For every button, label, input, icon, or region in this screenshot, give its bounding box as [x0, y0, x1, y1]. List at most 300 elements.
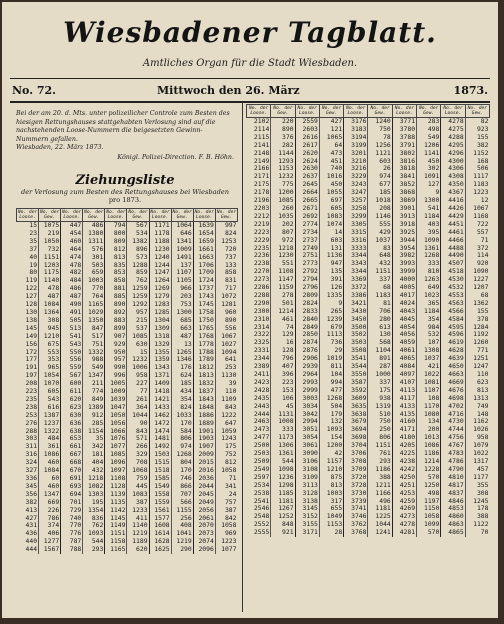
loose-number: 2141 — [253, 141, 270, 149]
prize-number: 391 — [319, 276, 343, 284]
header-loose — [441, 105, 465, 118]
loose-number: 80 — [29, 269, 38, 277]
loose-number: 1264 — [149, 277, 171, 285]
loose-number: 2630 — [295, 165, 319, 173]
prize-number: 624 — [171, 372, 193, 380]
prize-number: 1131 — [271, 411, 295, 419]
prize-number: 203 — [171, 293, 193, 301]
prize-number: 1141 — [417, 150, 441, 158]
prize-number: 382 — [465, 142, 489, 150]
prize-number: 556 — [215, 325, 237, 333]
loose-number: 4619 — [441, 339, 465, 347]
prize-number: 920 — [465, 260, 489, 268]
header-loose-label: Loose. — [298, 111, 316, 116]
loose-number: 4273 — [392, 513, 416, 521]
loose-number: 4563 — [441, 300, 465, 308]
prize-number: 806 — [368, 434, 392, 442]
prize-number: 290 — [171, 546, 193, 554]
loose-number: 1608 — [149, 522, 171, 530]
loose-number: 2310 — [253, 315, 270, 323]
loose-number: 464 — [61, 246, 83, 254]
prize-number: 202 — [271, 221, 295, 229]
prize-number: 1207 — [465, 284, 489, 292]
table-row — [17, 420, 238, 428]
prize-number: 83 — [368, 245, 392, 253]
loose-number: 3999 — [392, 268, 416, 276]
header-gew-label: Gew. — [132, 215, 144, 220]
prize-number: 1091 — [417, 173, 441, 181]
loose-number: 436 — [25, 530, 38, 538]
loose-number: 1409 — [149, 380, 171, 388]
prize-number: 1098 — [271, 466, 295, 474]
table-row — [17, 222, 238, 230]
table-row — [247, 331, 490, 339]
loose-number: 484 — [61, 277, 83, 285]
loose-number: 729 — [61, 507, 83, 515]
loose-number: 3247 — [344, 189, 368, 197]
prize-number: 997 — [215, 222, 237, 230]
loose-number: 3051 — [295, 426, 319, 434]
prize-number: 387 — [215, 507, 237, 515]
header-gew — [465, 105, 489, 118]
loose-number: 1047 — [105, 404, 127, 412]
table-row — [17, 515, 238, 523]
loose-number: 3372 — [344, 284, 368, 292]
prize-number: 387 — [127, 499, 149, 507]
prize-number: 1183 — [368, 292, 392, 300]
prize-number: 461 — [271, 316, 295, 324]
table-row — [17, 341, 238, 349]
prize-number: 847 — [83, 325, 105, 333]
loose-number: 3780 — [392, 126, 416, 134]
loose-number: 3216 — [344, 165, 368, 173]
loose-number: 809 — [105, 238, 127, 246]
loose-number: 1901 — [193, 428, 215, 436]
prize-number: 170 — [171, 467, 193, 475]
loose-number: 1050 — [105, 412, 127, 420]
prize-number: 337 — [368, 379, 392, 387]
loose-number: 3502 — [344, 331, 368, 339]
loose-number: 1135 — [105, 499, 127, 507]
loose-number: 1492 — [149, 443, 171, 451]
table-row — [17, 230, 238, 238]
loose-number: 2389 — [253, 363, 270, 371]
loose-number: 37 — [29, 245, 38, 253]
loose-number: 899 — [105, 325, 127, 333]
prize-number: 35 — [83, 435, 105, 443]
loose-number: 1812 — [193, 364, 215, 372]
loose-number: 4097 — [392, 371, 416, 379]
prize-number: 506 — [465, 165, 489, 173]
table-row — [247, 205, 490, 213]
loose-number: 4107 — [392, 379, 416, 387]
table-row — [247, 395, 490, 403]
prize-number: 460 — [39, 483, 61, 491]
prize-number: 1008 — [271, 418, 295, 426]
loose-number: 1142 — [105, 507, 127, 515]
prize-number: 566 — [171, 499, 193, 507]
prize-number: 137 — [171, 262, 193, 270]
prize-number: 1256 — [368, 142, 392, 150]
prize-number: 354 — [417, 316, 441, 324]
prize-number: 1268 — [417, 252, 441, 260]
prize-number: 487 — [171, 333, 193, 341]
loose-number: 482 — [61, 269, 83, 277]
table-row — [247, 292, 490, 300]
loose-number: 3316 — [344, 237, 368, 245]
prize-number: 1308 — [417, 347, 441, 355]
prize-number: 501 — [271, 300, 295, 308]
prize-number: 1237 — [39, 420, 61, 428]
loose-number: 2509 — [253, 457, 270, 465]
prize-number: 261 — [127, 396, 149, 404]
loose-number: 4113 — [392, 387, 416, 395]
loose-number: 2603 — [295, 126, 319, 134]
loose-number: 4790 — [441, 466, 465, 474]
prize-number: 1259 — [127, 293, 149, 301]
prize-number: 543 — [39, 396, 61, 404]
table-row — [17, 491, 238, 499]
loose-number: 2664 — [295, 189, 319, 197]
loose-number: 3768 — [344, 529, 368, 537]
prize-number: 114 — [465, 252, 489, 260]
prize-number: 208 — [368, 205, 392, 213]
header-gew-label: Gew. — [423, 111, 435, 116]
prize-number: 1094 — [215, 349, 237, 357]
listing-title: Ziehungsliste — [75, 173, 175, 188]
table-row — [247, 221, 490, 229]
loose-number: 276 — [25, 419, 38, 427]
table-row — [17, 317, 238, 325]
loose-number: 4860 — [441, 513, 465, 521]
loose-number: 3229 — [344, 173, 368, 181]
loose-number: 2964 — [295, 371, 319, 379]
loose-number: 4595 — [441, 324, 465, 332]
loose-number: 1724 — [193, 277, 215, 285]
loose-number: 1279 — [149, 293, 171, 301]
prize-number: 1136 — [319, 252, 343, 260]
loose-number: 2665 — [295, 197, 319, 205]
lottery-table-left — [16, 208, 238, 554]
prize-number: 337 — [368, 276, 392, 284]
prize-number: 1159 — [271, 284, 295, 292]
loose-number: 3746 — [344, 513, 368, 521]
loose-number: 4306 — [441, 165, 465, 173]
loose-number: 2538 — [253, 489, 270, 497]
prize-number: 1233 — [127, 507, 149, 515]
loose-number: 2999 — [295, 387, 319, 395]
table-row — [17, 285, 238, 293]
loose-number: 3155 — [295, 521, 319, 529]
loose-number: 440 — [25, 538, 38, 546]
header-loose-label: Loose. — [444, 111, 462, 116]
loose-number: 2548 — [253, 513, 270, 521]
header-no-der: No. der — [106, 209, 126, 215]
loose-number: 3544 — [344, 363, 368, 371]
header-no-der: No. der — [273, 105, 293, 111]
loose-number: 2300 — [253, 307, 270, 315]
header-loose-label: Loose. — [151, 215, 169, 220]
loose-number: 1561 — [149, 507, 171, 515]
prize-number: 68 — [368, 284, 392, 292]
header-gew — [215, 209, 237, 222]
prize-number: 669 — [39, 499, 61, 507]
prize-number: 1083 — [127, 491, 149, 499]
loose-number: 2671 — [295, 205, 319, 213]
loose-number: 630 — [61, 412, 83, 420]
loose-number: 3258 — [344, 205, 368, 213]
prize-number: 1184 — [417, 213, 441, 221]
loose-number: 3816 — [392, 158, 416, 166]
loose-number: 4171 — [392, 426, 416, 434]
prize-number: 378 — [465, 316, 489, 324]
loose-number: 2115 — [253, 133, 270, 141]
loose-number: 235 — [25, 395, 38, 403]
prize-number: 750 — [368, 418, 392, 426]
rule-top — [10, 78, 490, 79]
prize-number: 1018 — [368, 197, 392, 205]
prize-number: 1361 — [271, 450, 295, 458]
loose-number: 2049 — [193, 499, 215, 507]
table-row — [247, 316, 490, 324]
loose-number: 3343 — [344, 260, 368, 268]
prize-number: 806 — [171, 435, 193, 443]
loose-number: 1663 — [193, 254, 215, 262]
loose-number: 3925 — [392, 229, 416, 237]
prize-number: 1144 — [271, 150, 295, 158]
loose-number: 2624 — [295, 158, 319, 166]
prize-number: 921 — [271, 529, 295, 537]
loose-number: 4253 — [392, 490, 416, 498]
prize-number: 685 — [171, 317, 193, 325]
prize-number: 1200 — [319, 442, 343, 450]
loose-number: 1269 — [149, 285, 171, 293]
prize-number: 1380 — [83, 230, 105, 238]
header-no-der: No. der — [216, 209, 237, 215]
loose-number: 1240 — [149, 254, 171, 262]
loose-number: 3138 — [295, 498, 319, 506]
loose-number: 177 — [25, 356, 38, 364]
prize-number: 1206 — [417, 142, 441, 150]
loose-number: 4269 — [392, 505, 416, 513]
loose-number: 667 — [61, 451, 83, 459]
loose-number: 4584 — [441, 316, 465, 324]
prize-number: 1108 — [271, 268, 295, 276]
header-loose-label: Loose. — [347, 111, 365, 116]
loose-number: 3730 — [344, 490, 368, 498]
loose-number: 3741 — [344, 505, 368, 513]
table-row — [247, 363, 490, 371]
loose-number: 1743 — [193, 293, 215, 301]
prize-number: 1236 — [271, 474, 295, 482]
loose-number: 490 — [61, 301, 83, 309]
loose-number: 2229 — [253, 236, 270, 244]
prize-number: 859 — [127, 269, 149, 277]
table-row — [17, 530, 238, 538]
loose-number: 1462 — [149, 412, 171, 420]
loose-number: 3034 — [295, 403, 319, 411]
rule-bottom — [10, 101, 490, 103]
loose-number: 3054 — [295, 434, 319, 442]
prize-number: 484 — [39, 435, 61, 443]
loose-number: 694 — [61, 491, 83, 499]
loose-number: 3210 — [344, 158, 368, 166]
prize-number: 128 — [271, 347, 295, 355]
table-row — [247, 300, 490, 308]
prize-number: 64 — [319, 142, 343, 150]
loose-number: 2477 — [253, 434, 270, 442]
prize-number: 406 — [39, 530, 61, 538]
header-no-der: No. der — [297, 105, 317, 111]
header-gew — [127, 209, 149, 222]
loose-number: 3818 — [392, 165, 416, 173]
table-row — [247, 173, 490, 181]
table-row — [17, 538, 238, 546]
loose-number: 3199 — [344, 142, 368, 150]
loose-number: 2235 — [253, 244, 270, 252]
prize-number: 388 — [465, 513, 489, 521]
loose-number: 1745 — [193, 301, 215, 309]
prize-number: 1170 — [417, 403, 441, 411]
table-row — [247, 181, 490, 189]
prize-number: 388 — [368, 474, 392, 482]
table-row — [247, 466, 490, 474]
loose-number: 788 — [61, 546, 83, 554]
prize-number: 1058 — [417, 513, 441, 521]
loose-number: 2794 — [295, 276, 319, 284]
table-row — [247, 426, 490, 434]
loose-number: 1758 — [193, 309, 215, 317]
loose-number: 431 — [25, 522, 38, 530]
loose-number: 2286 — [253, 284, 270, 292]
loose-number: 1165 — [105, 546, 127, 554]
loose-number: 1750 — [193, 317, 215, 325]
table-row — [17, 451, 238, 459]
prize-number: 813 — [465, 387, 489, 395]
prize-number: 749 — [465, 403, 489, 411]
loose-number: 4288 — [441, 134, 465, 142]
loose-number: 611 — [61, 388, 83, 396]
prize-number: 675 — [39, 341, 61, 349]
loose-number: 4530 — [441, 276, 465, 284]
prize-number: 1037 — [368, 237, 392, 245]
prize-number: 176 — [171, 364, 193, 372]
table-row — [17, 499, 238, 507]
loose-number: 550 — [61, 349, 83, 357]
prize-number: 1044 — [127, 412, 149, 420]
loose-number: 2045 — [193, 491, 215, 499]
loose-number: 4296 — [441, 150, 465, 158]
prize-number: 842 — [215, 515, 237, 523]
loose-number: 156 — [25, 340, 38, 348]
prize-number: 1070 — [39, 380, 61, 388]
prize-number: 958 — [127, 372, 149, 380]
loose-number: 567 — [61, 372, 83, 380]
prize-number: 1181 — [368, 505, 392, 513]
loose-number: 1343 — [149, 364, 171, 372]
loose-number: 1788 — [193, 349, 215, 357]
table-row — [247, 458, 490, 466]
prize-number: 762 — [127, 277, 149, 285]
prize-number: 1090 — [417, 237, 441, 245]
loose-number: 4242 — [392, 466, 416, 474]
prize-number: 1225 — [368, 513, 392, 521]
prize-number: 293 — [368, 458, 392, 466]
loose-number: 770 — [61, 522, 83, 530]
loose-number: 1005 — [105, 380, 127, 388]
prize-number: 70 — [465, 529, 489, 537]
loose-number: 253 — [25, 411, 38, 419]
prize-number: 553 — [39, 349, 61, 357]
loose-number: 4056 — [392, 331, 416, 339]
loose-number: 4350 — [441, 181, 465, 189]
prize-number: 1035 — [271, 213, 295, 221]
prize-number: 421 — [417, 363, 441, 371]
table-row — [17, 467, 238, 475]
prize-number: 407 — [271, 363, 295, 371]
loose-number: 1768 — [193, 333, 215, 341]
loose-number: 3709 — [344, 466, 368, 474]
loose-number: 4786 — [441, 458, 465, 466]
loose-number: 303 — [25, 435, 38, 443]
prize-number: 620 — [127, 546, 149, 554]
prize-number: 736 — [319, 339, 343, 347]
loose-number: 3739 — [344, 498, 368, 506]
loose-number: 4065 — [392, 355, 416, 363]
loose-number: 4730 — [441, 418, 465, 426]
header-gew-label: Gew. — [44, 215, 56, 220]
prize-number: 849 — [83, 396, 105, 404]
loose-number: 701 — [61, 499, 83, 507]
prize-number: 1009 — [171, 246, 193, 254]
loose-number: 2411 — [253, 371, 270, 378]
loose-number: 127 — [25, 293, 38, 301]
table-row — [247, 411, 490, 419]
header-no-der: No. der — [394, 105, 415, 111]
loose-number: 356 — [25, 490, 38, 498]
prize-number: 478 — [39, 285, 61, 293]
prize-number: 26 — [368, 165, 392, 173]
header-no-der: No. der — [370, 105, 390, 111]
prize-number: 541 — [417, 205, 441, 213]
header-loose-label: Loose. — [195, 215, 213, 220]
loose-number: 3201 — [344, 150, 368, 158]
loose-number: 413 — [25, 506, 38, 514]
loose-number: 2036 — [193, 475, 215, 483]
loose-number: 1244 — [149, 262, 171, 270]
prize-number: 1389 — [83, 404, 105, 412]
loose-number: 620 — [61, 396, 83, 404]
loose-number: 2114 — [253, 125, 270, 133]
prize-number: 403 — [417, 221, 441, 229]
table-row — [17, 404, 238, 412]
loose-number: 556 — [61, 356, 83, 364]
table-row — [247, 490, 490, 498]
loose-number: 2073 — [193, 530, 215, 538]
prize-number: 557 — [465, 229, 489, 237]
issue-bar — [12, 82, 488, 100]
loose-number: 2288 — [253, 291, 270, 299]
loose-number: 883 — [105, 317, 127, 325]
loose-number: 2015 — [193, 459, 215, 467]
loose-number: 3061 — [295, 442, 319, 450]
prize-number: 1029 — [83, 309, 105, 317]
loose-number: 4451 — [441, 221, 465, 229]
prize-number: 824 — [215, 230, 237, 238]
loose-number: 4490 — [441, 252, 465, 260]
prize-number: 1362 — [465, 300, 489, 308]
prize-number: 576 — [83, 246, 105, 254]
